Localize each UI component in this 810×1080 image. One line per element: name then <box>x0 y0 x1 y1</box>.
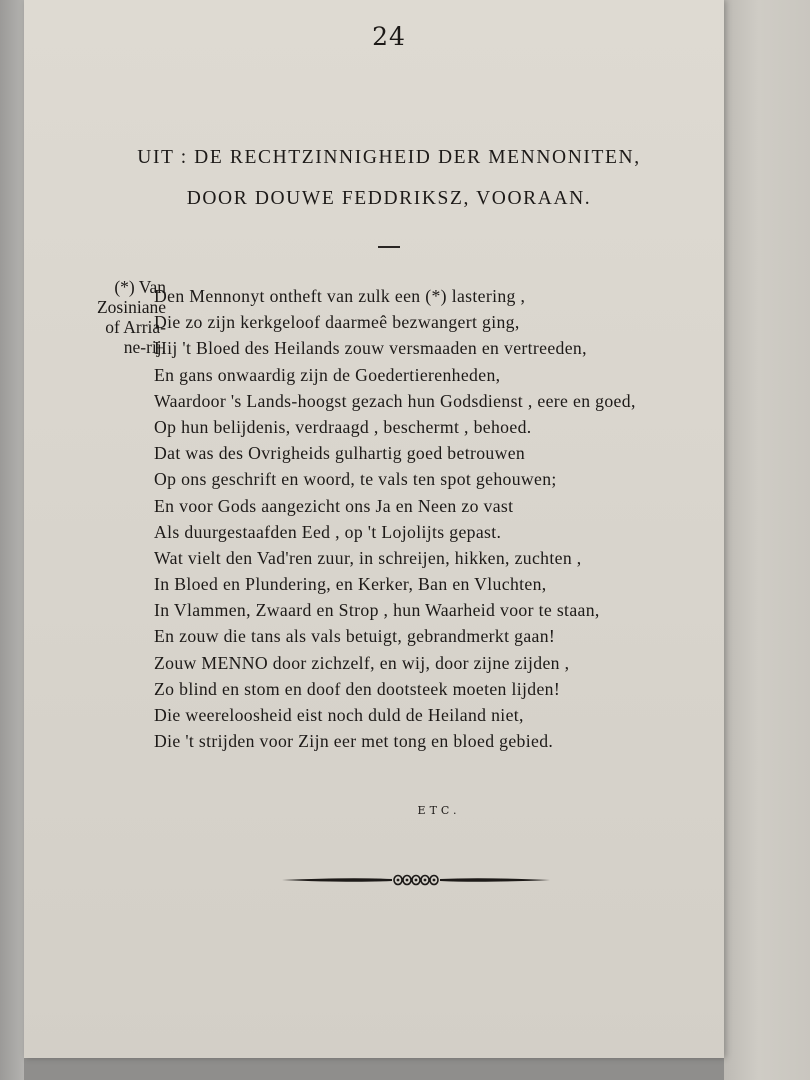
etc-marker: ETC. <box>417 804 461 817</box>
margin-note-line: Zosiniane <box>96 297 166 317</box>
poem-verse <box>154 283 734 754</box>
background-left-edge <box>0 0 24 1080</box>
verse-line: En zouw die tans als vals betuigt, gebrandmerkt gaan! <box>154 626 556 647</box>
section-divider-dash <box>378 246 400 248</box>
verse-line: Zo blind en stom en doof den dootsteek moeten lijden! <box>154 678 561 699</box>
page-bottom-shadow <box>24 1058 724 1080</box>
verse-line: Die 't strijden voor Zijn eer met tong en bloed gebied. <box>154 731 554 752</box>
verse-line: Waardoor 's Lands-hoogst gezach hun Godsdienst , eere en goed, <box>154 390 636 411</box>
verse-line: Zouw MENNO door zichzelf, en wij, door zijne zijden , <box>154 652 570 673</box>
verse-line: Den Mennonyt ontheft van zulk een (*) lastering , <box>154 286 526 306</box>
verse-line: In Vlammen, Zwaard en Strop , hun Waarheid voor te staan, <box>154 600 600 621</box>
verse-line: Dat was des Ovrigheids gulhartig goed betrouwen <box>154 443 526 464</box>
verse-line: Op ons geschrift en woord, te vals ten spot gehouwen; <box>154 469 557 490</box>
margin-note-line: (*) Van <box>114 277 166 297</box>
verse-line: En gans onwaardig zijn de Goedertierenheden, <box>154 364 501 385</box>
verse-line: Op hun belijdenis, verdraagd , beschermt , behoed. <box>154 416 532 437</box>
margin-note-line: of Arria- <box>105 317 166 337</box>
heading-line-1: UIT : DE RECHTZINNIGHEID DER MENNONITEN, <box>137 147 641 168</box>
verse-line: Die zo zijn kerkgeloof daarmeê bezwangert ging, <box>154 312 520 333</box>
verse-line: Als duurgestaafden Eed , op 't Lojolijts gepast. <box>154 521 502 542</box>
footnote-margin-note <box>56 277 166 357</box>
ornament-divider-icon <box>280 868 552 892</box>
verse-line: Hij 't Bloed des Heilands zouw versmaaden en vertreeden, <box>154 338 587 359</box>
verse-line: En voor Gods aangezicht ons Ja en Neen zo vast <box>154 495 514 516</box>
verse-line: Wat vielt den Vad'ren zuur, in schreijen, hikken, zuchten , <box>154 547 582 568</box>
heading-line-2: DOOR DOUWE FEDDRIKSZ, VOORAAN. <box>186 188 592 209</box>
margin-note-line: ne-rij. <box>123 337 166 357</box>
verse-line: Die weereloosheid eist noch duld de Heiland niet, <box>154 705 524 725</box>
verse-line: In Bloed en Plundering, en Kerker, Ban en Vluchten, <box>154 574 547 595</box>
page-number: 24 <box>372 22 406 51</box>
book-page <box>24 0 724 1058</box>
